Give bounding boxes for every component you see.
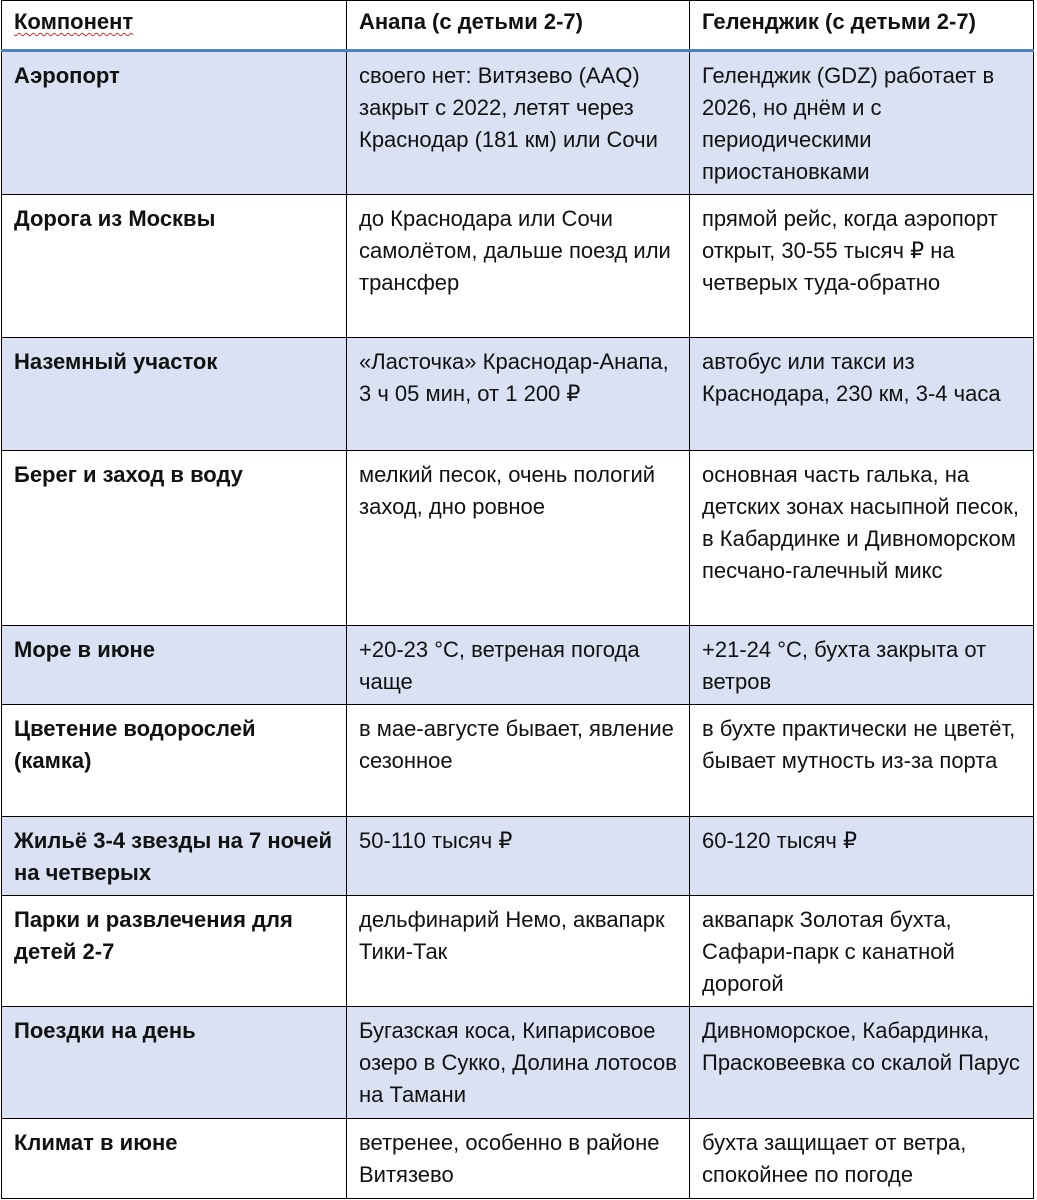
header-cell-anapa: Анапа (с детьми 2-7) [347,1,690,51]
table-row [2,626,1034,705]
row-label: Климат в июне [2,1119,347,1199]
row-label: Берег и заход в воду [2,451,347,626]
anapa-cell: дельфинарий Немо, аквапарк Тики-Так [347,896,690,1007]
anapa-cell: своего нет: Витязево (AAQ) закрыт с 2022, летят через Краснодар (181 км) или Сочи [347,51,690,195]
gelendzhik-cell: Дивноморское, Кабардинка, Прасковеевка со скалой Парус [690,1007,1034,1119]
anapa-cell: до Краснодара или Сочи самолётом, дальше поезд или трансфер [347,195,690,338]
table-body [2,51,1034,1199]
table-row [2,195,1034,338]
anapa-cell: +20-23 °С, ветреная погода чаще [347,626,690,705]
gelendzhik-cell: основная часть галька, на детских зонах насыпной песок, в Кабардинке и Дивноморском песчано-галечный микс [690,451,1034,626]
gelendzhik-cell: в бухте практически не цветёт, бывает мутность из-за порта [690,705,1034,817]
gelendzhik-cell: бухта защищает от ветра, спокойнее по погоде [690,1119,1034,1199]
row-label: Жильё 3-4 звезды на 7 ночей на четверых [2,817,347,896]
table-row [2,705,1034,817]
anapa-cell: «Ласточка» Краснодар-Анапа, 3 ч 05 мин, от 1 200 ₽ [347,338,690,451]
row-label: Аэропорт [2,51,347,195]
row-label: Море в июне [2,626,347,705]
row-label: Наземный участок [2,338,347,451]
anapa-cell: ветренее, особенно в районе Витязево [347,1119,690,1199]
table-row [2,1119,1034,1199]
comparison-table [1,0,1034,1199]
gelendzhik-cell: +21-24 °С, бухта закрыта от ветров [690,626,1034,705]
anapa-cell: в мае-августе бывает, явление сезонное [347,705,690,817]
table-row [2,896,1034,1007]
gelendzhik-cell: автобус или такси из Краснодара, 230 км, 3-4 часа [690,338,1034,451]
gelendzhik-cell: Геленджик (GDZ) работает в 2026, но днём и с периодическими приостановками [690,51,1034,195]
header-row [2,1,1034,51]
header-cell-component [2,1,347,51]
gelendzhik-cell: прямой рейс, когда аэропорт открыт, 30-55 тысяч ₽ на четверых туда-обратно [690,195,1034,338]
table-row [2,338,1034,451]
row-label: Поездки на день [2,1007,347,1119]
header-component-label: Компонент [14,9,134,34]
gelendzhik-cell: аквапарк Золотая бухта, Сафари-парк с канатной дорогой [690,896,1034,1007]
row-label: Дорога из Москвы [2,195,347,338]
table-row [2,451,1034,626]
anapa-cell: Бугазская коса, Кипарисовое озеро в Сукко, Долина лотосов на Тамани [347,1007,690,1119]
gelendzhik-cell: 60-120 тысяч ₽ [690,817,1034,896]
table-row [2,1007,1034,1119]
anapa-cell: 50-110 тысяч ₽ [347,817,690,896]
header-cell-gelendzhik: Геленджик (с детьми 2-7) [690,1,1034,51]
table-header [2,1,1034,51]
anapa-cell: мелкий песок, очень пологий заход, дно ровное [347,451,690,626]
row-label: Парки и развлечения для детей 2-7 [2,896,347,1007]
table-row [2,817,1034,896]
row-label: Цветение водорослей (камка) [2,705,347,817]
table-row [2,51,1034,195]
